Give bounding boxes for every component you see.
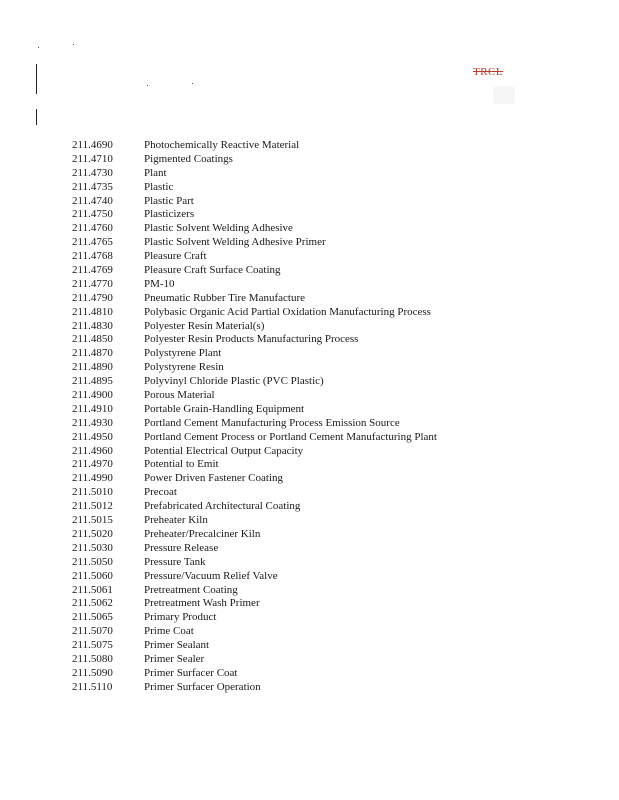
definition-term: Polybasic Organic Acid Partial Oxidation Manufacturing Process bbox=[144, 305, 431, 318]
section-number: 211.4890 bbox=[72, 361, 113, 374]
scan-smudge bbox=[493, 86, 515, 104]
section-number: 211.4769 bbox=[72, 264, 113, 277]
definition-row bbox=[72, 139, 502, 153]
section-number: 211.5020 bbox=[72, 527, 113, 540]
definition-row bbox=[72, 250, 502, 264]
section-number: 211.5015 bbox=[72, 514, 113, 527]
section-number: 211.5012 bbox=[72, 500, 113, 513]
definition-row bbox=[72, 486, 502, 500]
definition-term: Primer Sealant bbox=[144, 639, 210, 652]
scan-speck bbox=[73, 44, 74, 45]
section-number: 211.4870 bbox=[72, 347, 113, 360]
definition-term: Pressure Release bbox=[144, 541, 219, 554]
definition-row bbox=[72, 597, 502, 611]
section-number: 211.4770 bbox=[72, 277, 113, 290]
section-number: 211.4970 bbox=[72, 458, 113, 471]
definition-row bbox=[72, 403, 502, 417]
definition-row bbox=[72, 306, 502, 320]
section-number: 211.4790 bbox=[72, 291, 113, 304]
section-number: 211.4910 bbox=[72, 402, 113, 415]
scan-speck bbox=[38, 47, 39, 48]
definition-term: Portland Cement Process or Portland Cement Manufacturing Plant bbox=[144, 430, 437, 443]
section-number: 211.4950 bbox=[72, 430, 113, 443]
definition-term: Polystyrene Resin bbox=[144, 361, 224, 374]
definition-row bbox=[72, 167, 502, 181]
definition-term: Polystyrene Plant bbox=[144, 347, 222, 360]
definition-term: Pleasure Craft Surface Coating bbox=[144, 264, 281, 277]
section-number: 211.4710 bbox=[72, 152, 113, 165]
definition-term: Pressure/Vacuum Relief Valve bbox=[144, 569, 278, 582]
definition-term: Primary Product bbox=[144, 611, 217, 624]
section-number: 211.4760 bbox=[72, 222, 113, 235]
section-number: 211.5010 bbox=[72, 486, 113, 499]
definition-row bbox=[72, 611, 502, 625]
definition-row bbox=[72, 542, 502, 556]
section-number: 211.4850 bbox=[72, 333, 113, 346]
definition-term: PM-10 bbox=[144, 277, 175, 290]
section-number: 211.5062 bbox=[72, 597, 113, 610]
definition-row bbox=[72, 333, 502, 347]
section-number: 211.4750 bbox=[72, 208, 113, 221]
scan-speck bbox=[192, 83, 193, 84]
definition-term: Plastic Solvent Welding Adhesive Primer bbox=[144, 236, 326, 249]
definition-row bbox=[72, 347, 502, 361]
definition-row bbox=[72, 667, 502, 681]
definition-term: Pigmented Coatings bbox=[144, 152, 233, 165]
section-number: 211.4895 bbox=[72, 375, 113, 388]
definition-term: Photochemically Reactive Material bbox=[144, 139, 300, 151]
definition-row bbox=[72, 514, 502, 528]
definition-term: Portable Grain-Handling Equipment bbox=[144, 402, 305, 415]
definition-row bbox=[72, 389, 502, 403]
definition-term: Prefabricated Architectural Coating bbox=[144, 500, 301, 513]
definition-row bbox=[72, 445, 502, 459]
definition-term: Plasticizers bbox=[144, 208, 195, 221]
section-number: 211.4690 bbox=[72, 139, 113, 151]
definition-term: Power Driven Fastener Coating bbox=[144, 472, 283, 485]
definition-row bbox=[72, 361, 502, 375]
definition-term: Polyester Resin Material(s) bbox=[144, 319, 265, 332]
definition-term: Preheater/Precalciner Kiln bbox=[144, 527, 261, 540]
definition-term: Primer Surfacer Coat bbox=[144, 666, 238, 679]
definition-row bbox=[72, 320, 502, 334]
definition-row bbox=[72, 278, 502, 292]
section-number: 211.4740 bbox=[72, 194, 113, 207]
definition-row bbox=[72, 625, 502, 639]
definition-term: Polyester Resin Products Manufacturing Process bbox=[144, 333, 359, 346]
section-number: 211.4960 bbox=[72, 444, 113, 457]
definition-row bbox=[72, 222, 502, 236]
margin-mark: TRCL bbox=[473, 66, 504, 78]
definition-row bbox=[72, 375, 502, 389]
definition-term: Porous Material bbox=[144, 389, 215, 402]
section-number: 211.5050 bbox=[72, 555, 113, 568]
definition-row bbox=[72, 681, 502, 695]
definition-term: Prime Coat bbox=[144, 625, 194, 638]
section-number: 211.5061 bbox=[72, 583, 113, 596]
definition-term: Pretreatment Coating bbox=[144, 583, 238, 596]
definition-term: Pressure Tank bbox=[144, 555, 206, 568]
section-number: 211.4768 bbox=[72, 250, 113, 263]
definition-term: Pleasure Craft bbox=[144, 250, 207, 263]
definition-row bbox=[72, 431, 502, 445]
definition-row bbox=[72, 458, 502, 472]
definition-term: Plastic Solvent Welding Adhesive bbox=[144, 222, 293, 235]
definition-term: Primer Sealer bbox=[144, 652, 205, 665]
section-number: 211.4730 bbox=[72, 166, 113, 179]
definition-term: Pretreatment Wash Primer bbox=[144, 597, 260, 610]
definition-term: Polyvinyl Chloride Plastic (PVC Plastic) bbox=[144, 375, 324, 388]
section-number: 211.5080 bbox=[72, 652, 113, 665]
definition-row bbox=[72, 417, 502, 431]
definition-row bbox=[72, 153, 502, 167]
section-number: 211.5070 bbox=[72, 625, 113, 638]
definition-row bbox=[72, 236, 502, 250]
section-number: 211.5065 bbox=[72, 611, 113, 624]
section-number: 211.5090 bbox=[72, 666, 113, 679]
revision-bar bbox=[36, 64, 37, 94]
section-number: 211.4810 bbox=[72, 305, 113, 318]
definition-row bbox=[72, 264, 502, 278]
definition-term: Precoat bbox=[144, 486, 177, 499]
definition-term: Plant bbox=[144, 166, 167, 179]
section-number: 211.4735 bbox=[72, 180, 113, 193]
section-number: 211.4900 bbox=[72, 389, 113, 402]
definition-row bbox=[72, 653, 502, 667]
section-number: 211.5060 bbox=[72, 569, 113, 582]
scan-speck bbox=[147, 85, 148, 86]
definition-row bbox=[72, 584, 502, 598]
section-number: 211.5075 bbox=[72, 639, 113, 652]
definition-term: Portland Cement Manufacturing Process Emission Source bbox=[144, 416, 400, 429]
definition-term: Plastic Part bbox=[144, 194, 194, 207]
definitions-list bbox=[72, 139, 502, 695]
section-number: 211.4930 bbox=[72, 416, 113, 429]
definition-row bbox=[72, 195, 502, 209]
section-number: 211.4830 bbox=[72, 319, 113, 332]
section-number: 211.4765 bbox=[72, 236, 113, 249]
revision-bar bbox=[36, 109, 37, 125]
definition-row bbox=[72, 181, 502, 195]
definition-term: Potential Electrical Output Capacity bbox=[144, 444, 304, 457]
section-number: 211.5110 bbox=[72, 680, 113, 693]
definition-term: Pneumatic Rubber Tire Manufacture bbox=[144, 291, 305, 304]
definition-row bbox=[72, 639, 502, 653]
definition-term: Plastic bbox=[144, 180, 174, 193]
definition-term: Potential to Emit bbox=[144, 458, 219, 471]
definition-row bbox=[72, 472, 502, 486]
section-number: 211.4990 bbox=[72, 472, 113, 485]
definition-row bbox=[72, 292, 502, 306]
definition-row bbox=[72, 570, 502, 584]
definition-row bbox=[72, 208, 502, 222]
definition-row bbox=[72, 556, 502, 570]
section-number: 211.5030 bbox=[72, 541, 113, 554]
definition-term: Primer Surfacer Operation bbox=[144, 680, 261, 693]
definition-row bbox=[72, 500, 502, 514]
definition-row bbox=[72, 528, 502, 542]
definition-term: Preheater Kiln bbox=[144, 514, 208, 527]
